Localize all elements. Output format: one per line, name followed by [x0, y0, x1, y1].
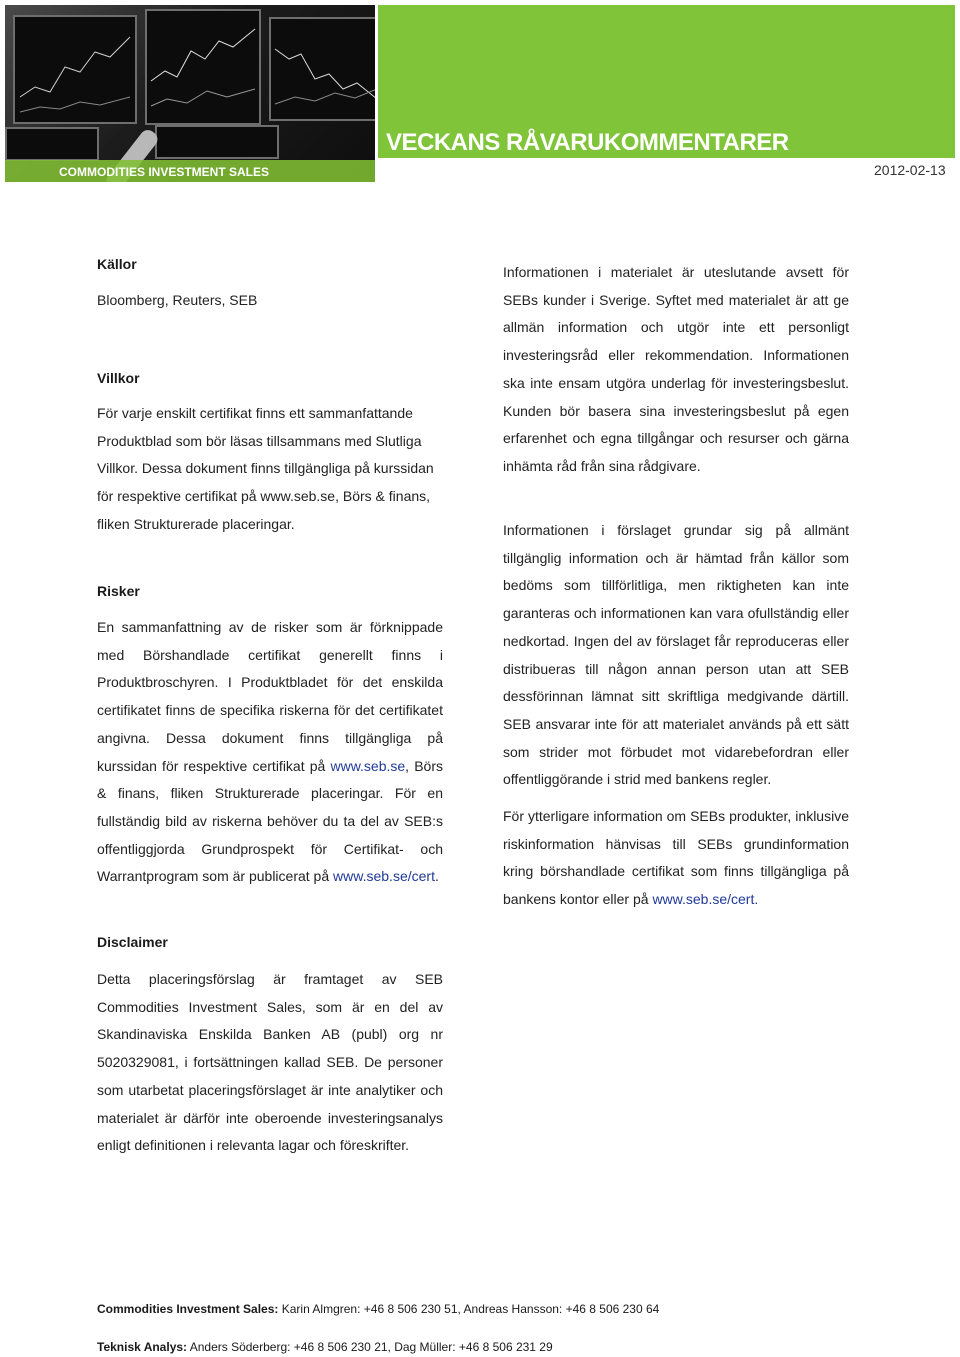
seb-cert-link[interactable]: www.seb.se/cert — [333, 868, 435, 885]
monitor-image — [13, 15, 137, 124]
risks-heading: Risker — [97, 583, 140, 599]
sources-text: Bloomberg, Reuters, SEB — [97, 292, 258, 308]
disclaimer-heading: Disclaimer — [97, 934, 168, 950]
title-banner — [378, 5, 955, 158]
sources-heading: Källor — [97, 256, 137, 272]
page-title: VECKANS RÅVARUKOMMENTARER — [386, 129, 789, 156]
footer-ta-contacts — [97, 1340, 553, 1354]
unit-label: COMMODITIES INVESTMENT SALES — [59, 165, 270, 179]
unit-label-bar — [5, 160, 375, 182]
monitor-image — [5, 127, 99, 161]
monitor-image — [269, 17, 375, 121]
footer-sales-names: Karin Almgren: +46 8 506 230 51, Andreas Hansson: +46 8 506 230 64 — [278, 1302, 660, 1316]
monitor-image — [145, 9, 261, 125]
footer-sales-contacts — [97, 1302, 659, 1316]
risks-text-part: . — [434, 868, 439, 885]
monitor-image — [155, 125, 279, 159]
risks-text — [97, 614, 443, 891]
footer-ta-names: Anders Söderberg: +46 8 506 230 21, Dag Müller: +46 8 506 231 29 — [187, 1340, 553, 1354]
info-paragraph-3 — [503, 803, 849, 914]
seb-link[interactable]: www.seb.se — [330, 757, 406, 774]
terms-heading: Villkor — [97, 370, 140, 386]
info-paragraph-2: Informationen i förslaget grundar sig på allmänt tillgänglig information och är hämtad från källor som bedöms som tillförlitliga, men riktigheten kan inte garanteras och informationen kan vara ofullständig eller nedkortad. Ingen del av förslaget får reproduceras eller distribueras till någon annan person utan att SEB dessförinnan lämnat sitt skriftliga medgivande därtill. SEB ansvarar inte för att materialet används på ett sätt som strider mot förbudet mot vidarebefordran eller offentliggörande i strid med bankens regler. — [503, 522, 849, 788]
info-paragraph-1: Informationen i materialet är uteslutande avsett för SEBs kunder i Sverige. Syftet med materialet är att ge allmän information och utgör inte ett personligt investeringsråd eller rekommendation. Informationen ska inte ensam utgöra underlag för investeringsbeslut. Kunden bör basera sina investeringsbeslut på egen erfarenhet och egna tillgångar och resurser och gärna inhämta råd från sina rådgivare. — [503, 264, 849, 474]
publication-date: 2012-02-13 — [874, 162, 946, 178]
footer-ta-label: Teknisk Analys: — [97, 1340, 188, 1354]
footer-sales-label: Commodities Investment Sales: — [97, 1302, 279, 1316]
risks-text-part: , Börs & finans, fliken Strukturerade placeringar. För en fullständig bild av riskerna behöver du ta del av SEB:s offentliggjorda Grundprospekt för Certifikat- och Warrantprogram som är publicerat på — [97, 757, 443, 885]
header-trading-photo — [5, 5, 375, 182]
risks-text-part: En sammanfattning av de risker som är förknippade med Börshandlade certifikat generellt finns i Produktbroschyren. I Produktbladet för det enskilda certifikatet finns de specifika riskerna för det certifikatet angivna. Dessa dokument finns tillgängliga på kurssidan för respektive certifikat på — [97, 619, 443, 774]
terms-text: För varje enskilt certifikat finns ett sammanfattande Produktblad som bör läsas tillsammans med Slutliga Villkor. Dessa dokument finns tillgängliga på kurssidan för respektive certifikat på www.seb.se, Börs & finans, fliken Strukturerade placeringar. — [97, 405, 434, 532]
disclaimer-text: Detta placeringsförslag är framtaget av SEB Commodities Investment Sales, som är en del av Skandinaviska Enskilda Banken AB (publ) org nr 5020329081, i fortsättningen kallad SEB. De personer som utarbetat placeringsförslaget är inte analytiker och materialet är därför inte oberoende investeringsanalys enligt definitionen i relevanta lagar och föreskrifter. — [97, 971, 443, 1154]
seb-cert-link[interactable]: www.seb.se/cert. — [652, 891, 759, 908]
info-paragraph-3-text: För ytterligare information om SEBs produkter, inklusive riskinformation hänvisas till SEBs grundinformation kring börshandlade certifikat som finns tillgängliga på bankens kontor eller på — [503, 808, 849, 908]
